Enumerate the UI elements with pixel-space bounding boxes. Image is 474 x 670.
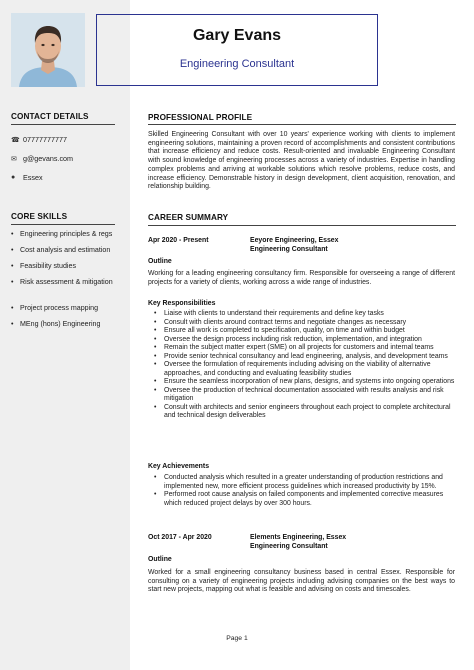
bullet-icon: •: [154, 378, 157, 385]
job-employer: Eeyore Engineering, Essex: [250, 237, 339, 244]
email-icon: ✉: [11, 155, 17, 163]
job-employer: Elements Engineering, Essex: [250, 534, 347, 541]
list-item: • Oversee the design process including risk reduction, implementation, and integration: [154, 335, 422, 343]
achievements-list: [148, 474, 456, 508]
phone-text: 07777777777: [23, 135, 67, 144]
job-role: Engineering Consultant: [250, 543, 328, 550]
contact-location: [11, 173, 43, 182]
profile-photo: [11, 13, 85, 87]
bullet-icon: •: [154, 318, 157, 326]
skills-heading: CORE SKILLS: [11, 212, 68, 221]
bullet-icon: •: [154, 352, 157, 360]
contact-phone: [11, 135, 67, 144]
email-text[interactable]: g@gevans.com: [23, 154, 74, 163]
job-dates: Apr 2020 - Present: [148, 237, 209, 244]
candidate-title: Engineering Consultant: [179, 58, 295, 70]
list-item: • Ensure the seamless incorporation of new plans, designs, and systems into ongoing operations: [154, 378, 455, 385]
name-box: [96, 14, 378, 86]
profile-divider: [148, 124, 456, 125]
contact-email: [11, 154, 73, 163]
candidate-name: Gary Evans: [192, 27, 282, 44]
list-item: • Provide senior technical consultancy and lead engineering, analysis, and development teams: [154, 352, 448, 360]
outline-heading: Outline: [148, 258, 172, 265]
bullet-icon: •: [154, 344, 157, 351]
profile-text: Skilled Engineering Consultant with over 10 years' experience working with clients to implement engineering solutions, maintaining a proven record of accomplishments and consistent contributions that increase efficiency and reduce costs. Result-oriented and invaluable Engineering Consultant with sound knowledge of engineering processes across a variety of industries. Expertise in handling complex problems and arriving at workable solutions which resolve problems, reduce costs, and increase efficiency. Demonstrable history in design development, client acquisition, renovation, and relationship building.: [148, 131, 455, 191]
career-divider: [148, 225, 456, 226]
skill-item: • Risk assessment & mitigation: [11, 278, 113, 286]
bullet-icon: •: [154, 491, 157, 498]
list-item: • Oversee the formulation of requirements including advising on the viability of alternative approaches, and conducting and evaluating feasibility studies: [154, 361, 431, 377]
list-item: • Remain the subject matter expert (SME) on all projects for customers and internal teams: [154, 344, 434, 351]
contact-heading: CONTACT DETAILS: [11, 112, 89, 121]
list-item: • Performed root cause analysis on failed components and implemented corrective measures which reduced project delays by over 300 hours.: [154, 491, 444, 507]
skill-item: • MEng (hons) Engineering: [11, 320, 101, 328]
outline-heading: Outline: [148, 556, 172, 563]
globe-icon: ●: [11, 174, 16, 181]
location-text: Essex: [23, 173, 43, 182]
bullet-icon: •: [154, 310, 157, 317]
bullet-icon: •: [11, 262, 14, 270]
career-heading: CAREER SUMMARY: [148, 213, 229, 222]
profile-heading: PROFESSIONAL PROFILE: [148, 113, 253, 122]
bullet-icon: •: [11, 278, 14, 286]
list-item: • Conducted analysis which resulted in a greater understanding of production restrictions and implemented new, more efficient process guidelines which increased productivity by 15%.: [154, 474, 443, 490]
contact-divider: [11, 124, 115, 125]
skill-item: • Project process mapping: [11, 304, 99, 312]
job-outline: Worked for a small engineering consultancy business based in central Essex. Responsible for consulting on a variety of engineering projects including advising companies on the best ways to start new projects, mapping out what is feasible and advising on costs and timescales.: [148, 569, 455, 594]
bullet-icon: •: [154, 361, 157, 368]
list-item: • Oversee the production of technical documentation associated with results analysis and risk mitigation: [154, 386, 444, 402]
list-item: • Consult with architects and senior engineers throughout each project to complete architectural and technical design deliverables: [154, 403, 451, 419]
job-dates: Oct 2017 - Apr 2020: [148, 534, 212, 541]
responsibilities-heading: Key Responsibilities: [148, 300, 216, 307]
bullet-icon: •: [11, 304, 14, 312]
list-item: • Consult with clients around contract terms and negotiate changes as necessary: [154, 318, 407, 326]
job-outline: Working for a leading engineering consultancy firm. Responsible for overseeing a range of different projects for a variety of clients, working across a wide range of industries.: [148, 270, 455, 286]
list-item: • Ensure all work is completed to specification, quality, on time and within budget: [154, 327, 405, 334]
bullet-icon: •: [154, 335, 157, 343]
list-item: • Liaise with clients to understand their requirements and define key tasks: [154, 310, 384, 317]
phone-icon: ☎: [11, 136, 20, 144]
responsibilities-list: [148, 310, 456, 421]
achievements-heading: Key Achievements: [148, 463, 210, 470]
bullet-icon: •: [11, 246, 14, 254]
bullet-icon: •: [154, 327, 157, 334]
bullet-icon: •: [154, 403, 157, 411]
bullet-icon: •: [154, 386, 157, 394]
bullet-icon: •: [11, 320, 14, 328]
sidebar: [0, 0, 130, 670]
page-number: Page 1: [226, 635, 248, 642]
portrait-image: [11, 13, 85, 87]
bullet-icon: •: [11, 230, 14, 238]
skill-item: • Cost analysis and estimation: [11, 246, 111, 254]
skill-item: • Engineering principles & regs: [11, 230, 113, 238]
skills-divider: [11, 224, 115, 225]
bullet-icon: •: [154, 474, 157, 481]
skill-item: • Feasibility studies: [11, 262, 76, 270]
job-role: Engineering Consultant: [250, 246, 328, 253]
